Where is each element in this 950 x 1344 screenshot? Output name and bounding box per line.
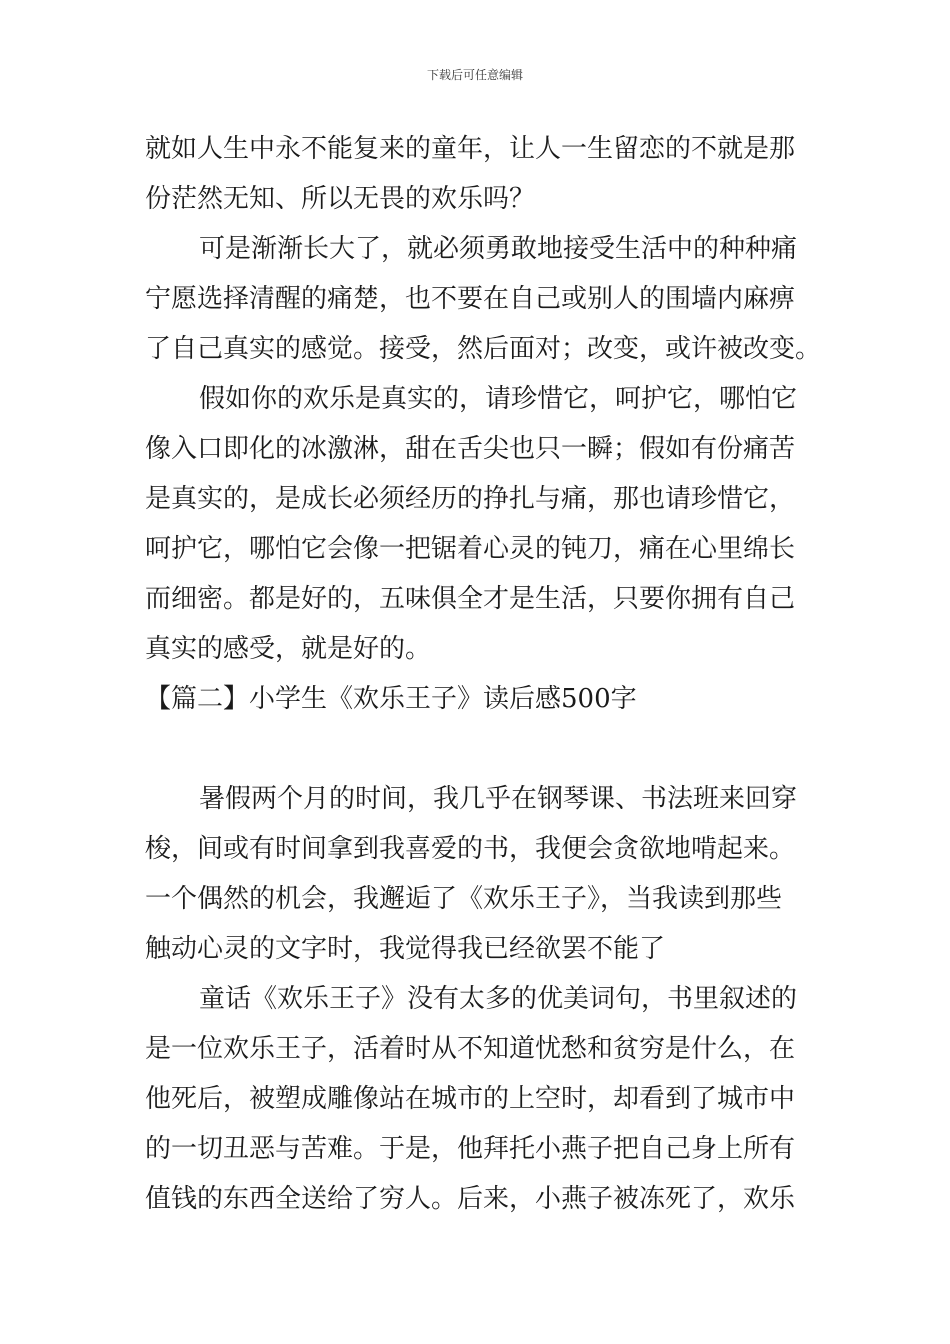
text-line: 暑假两个月的时间，我几乎在钢琴课、书法班来回穿: [199, 784, 798, 814]
text-line: 就如人生中永不能复来的童年，让人一生留恋的不就是那: [145, 134, 796, 164]
text-line: 触动心灵的文字时，我觉得我已经欲罢不能了: [145, 934, 666, 964]
text-line: 呵护它，哪怕它会像一把锯着心灵的钝刀，痛在心里绵长: [145, 534, 796, 564]
text-line: 真实的感受，就是好的。: [145, 634, 432, 664]
text-line: 宁愿选择清醒的痛楚，也不要在自己或别人的围墙内麻痹: [145, 284, 796, 314]
text-line: 是一位欢乐王子，活着时从不知道忧愁和贫穷是什么，在: [145, 1034, 796, 1064]
text-line: 的一切丑恶与苦难。于是，他拜托小燕子把自己身上所有: [145, 1134, 796, 1164]
text-line: 一个偶然的机会，我邂逅了《欢乐王子》，当我读到那些: [145, 884, 783, 914]
text-line: 童话《欢乐王子》没有太多的优美词句，书里叙述的: [199, 984, 798, 1014]
text-line: 他死后，被塑成雕像站在城市的上空时，却看到了城市中: [145, 1084, 796, 1114]
blank-line: [145, 724, 825, 774]
text-line: 了自己真实的感觉。接受，然后面对；改变，或许被改变。: [145, 334, 822, 364]
text-line: 是真实的，是成长必须经历的挣扎与痛，那也请珍惜它，: [145, 484, 796, 514]
text-line: 假如你的欢乐是真实的，请珍惜它，呵护它，哪怕它: [199, 384, 798, 414]
text-line: 份茫然无知、所以无畏的欢乐吗？: [145, 184, 536, 214]
section-heading: 【篇二】小学生《欢乐王子》读后感500字: [145, 684, 637, 714]
text-line: 像入口即化的冰激淋，甜在舌尖也只一瞬；假如有份痛苦: [145, 434, 796, 464]
text-line: 值钱的东西全送给了穷人。后来，小燕子被冻死了，欢乐: [145, 1184, 796, 1214]
document-body: [145, 124, 825, 1224]
text-line: 而细密。都是好的，五味俱全才是生活，只要你拥有自己: [145, 584, 796, 614]
text-line: 可是渐渐长大了，就必须勇敢地接受生活中的种种痛: [199, 234, 798, 264]
text-line: 梭，间或有时间拿到我喜爱的书，我便会贪欲地啃起来。: [145, 834, 796, 864]
page-header: 下载后可任意编辑: [426, 68, 523, 82]
